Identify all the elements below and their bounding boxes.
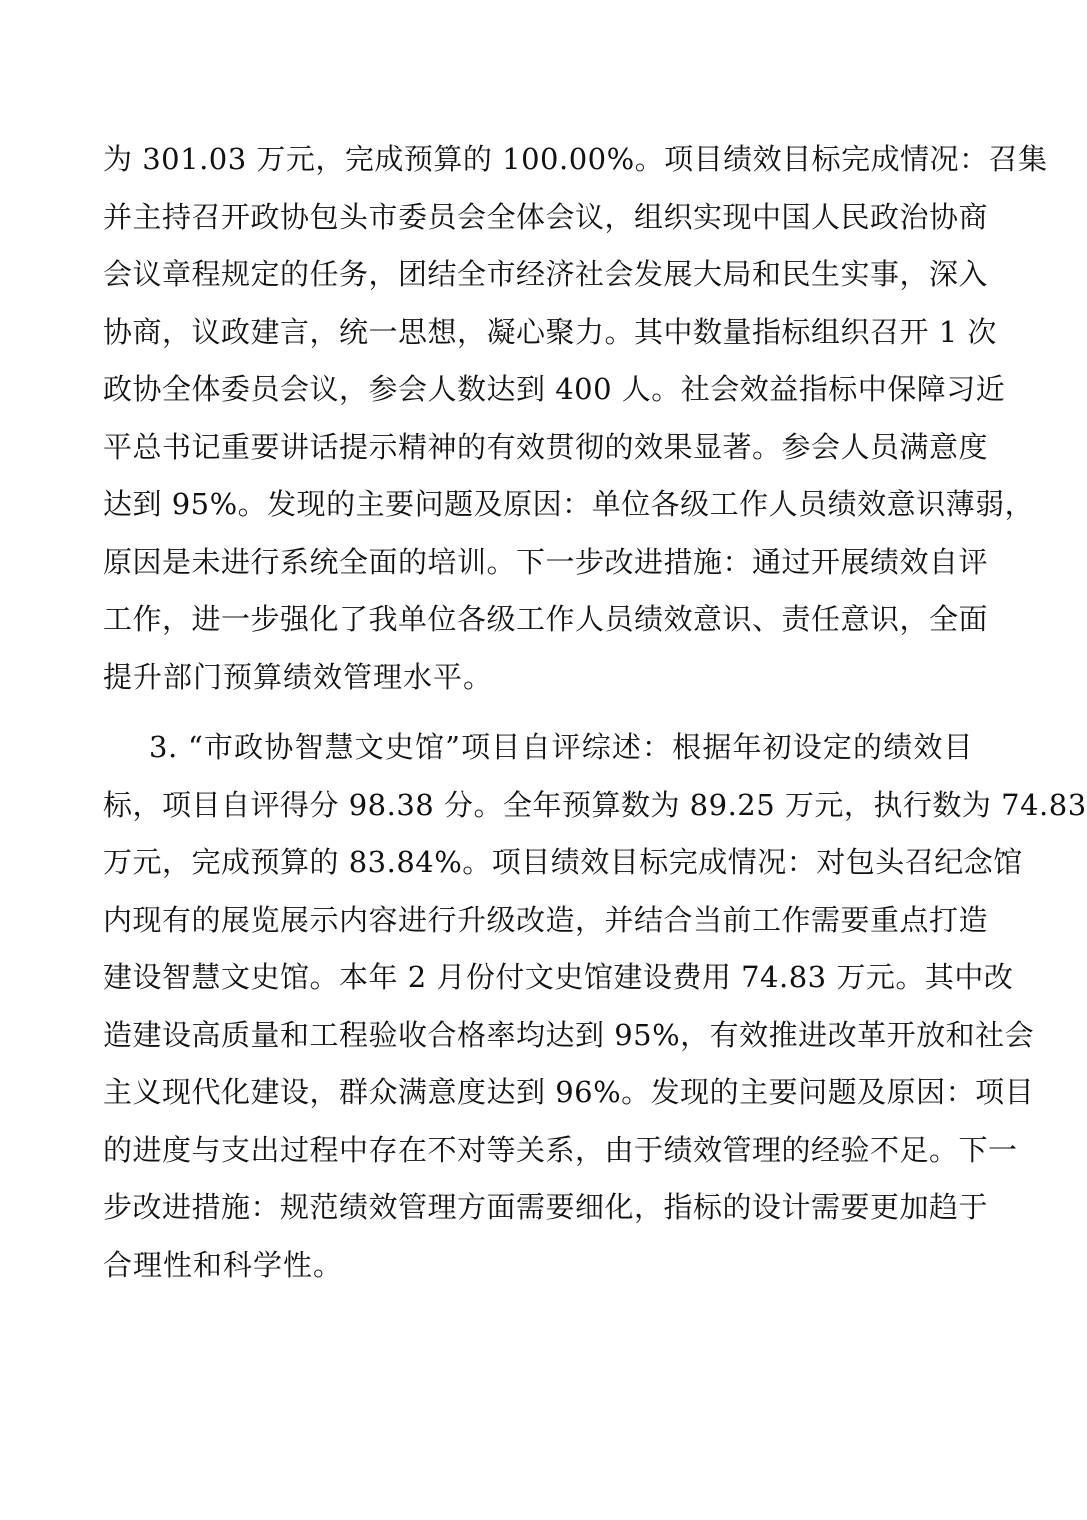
paragraph-line: 为 301.03 万元，完成预算的 100.00%。项目绩效目标完成情况：召集 <box>103 142 1048 176</box>
paragraph-line: 协商，议政建言，统一思想，凝心聚力。其中数量指标组织召开 1 次 <box>103 314 997 349</box>
paragraph-line: 政协全体委员会议，参会人数达到 400 人。社会效益指标中保障习近 <box>103 372 1006 406</box>
paragraph-line: 标，项目自评得分 98.38 分。全年预算数为 89.25 万元，执行数为 74.83 <box>103 787 1087 822</box>
paragraph-line: 的进度与支出过程中存在不对等关系，由于绩效管理的经验不足。下一 <box>103 1132 1018 1167</box>
paragraph-line: 原因是未进行系统全面的培训。下一步改进措施：通过开展绩效自评 <box>103 544 989 579</box>
paragraph-line: 提升部门预算绩效管理水平。 <box>103 659 494 694</box>
paragraph-line: 达到 95%。发现的主要问题及原因：单位各级工作人员绩效意识薄弱， <box>103 487 1035 521</box>
paragraph-line: 3. “市政协智慧文史馆”项目自评综述：根据年初设定的绩效目 <box>149 730 973 764</box>
paragraph-line: 万元，完成预算的 83.84%。项目绩效目标完成情况：对包头召纪念馆 <box>103 845 1023 879</box>
paragraph-line: 造建设高质量和工程验收合格率均达到 95%，有效推进改革开放和社会 <box>103 1017 1035 1052</box>
paragraph-line: 工作，进一步强化了我单位各级工作人员绩效意识、责任意识，全面 <box>103 602 989 636</box>
paragraph-project-2-continued <box>103 131 1048 706</box>
paragraph-line: 步改进措施：规范绩效管理方面需要细化，指标的设计需要更加趋于 <box>103 1190 989 1224</box>
paragraph-line: 建设智慧文史馆。本年 2 月份付文史馆建设费用 74.83 万元。其中改 <box>103 960 1014 994</box>
paragraph-line: 内现有的展览展示内容进行升级改造，并结合当前工作需要重点打造 <box>103 902 989 937</box>
paragraph-line: 平总书记重要讲话提示精神的有效贯彻的效果显著。参会人员满意度 <box>103 429 989 464</box>
paragraph-line: 并主持召开政协包头市委员会全体会议，组织实现中国人民政治协商 <box>103 199 989 234</box>
paragraph-line: 会议章程规定的任务，团结全市经济社会发展大局和民生实事，深入 <box>103 257 989 291</box>
paragraph-line: 合理性和科学性。 <box>103 1247 344 1282</box>
paragraph-project-3-smart-history-museum <box>103 719 1087 1294</box>
paragraph-line: 主义现代化建设，群众满意度达到 96%。发现的主要问题及原因：项目 <box>103 1075 1035 1109</box>
